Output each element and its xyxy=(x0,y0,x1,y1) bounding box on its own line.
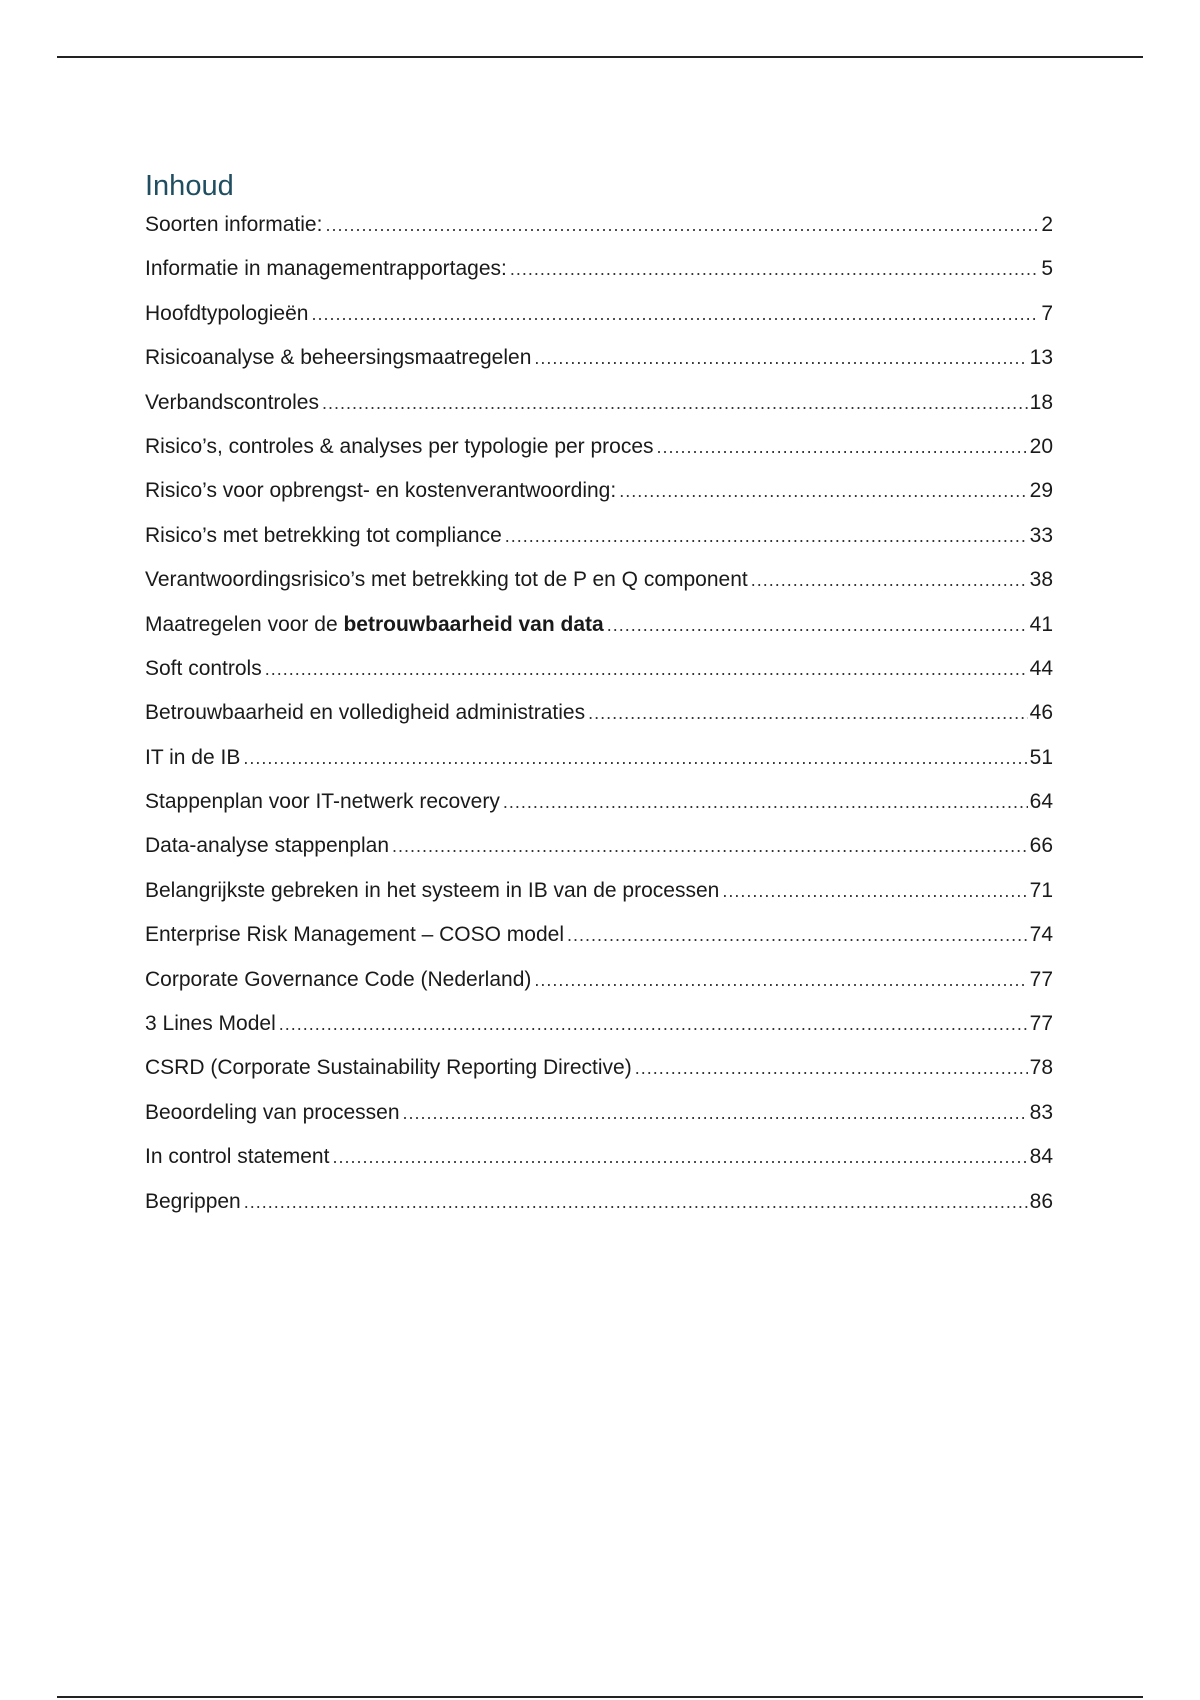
toc-dot-leader xyxy=(534,964,1027,996)
toc-entry-page: 44 xyxy=(1029,656,1053,680)
toc-dot-leader xyxy=(265,653,1028,685)
toc-dot-leader xyxy=(325,209,1039,241)
toc-entry[interactable] xyxy=(145,431,1053,475)
toc-dot-leader xyxy=(619,475,1027,507)
toc-entry-label: In control statement xyxy=(145,1145,330,1169)
toc-entry-label: Risicoanalyse & beheersingsmaatregelen xyxy=(145,346,532,370)
toc-dot-leader xyxy=(510,253,1039,285)
toc-entry-label: 3 Lines Model xyxy=(145,1012,276,1036)
toc-entry-page: 74 xyxy=(1029,923,1053,947)
toc-dot-leader xyxy=(751,564,1028,596)
toc-dot-leader xyxy=(505,520,1028,552)
toc-entry-page: 71 xyxy=(1029,878,1053,902)
toc-dot-leader xyxy=(279,1008,1028,1040)
toc-list xyxy=(145,209,1053,1230)
toc-entry-label: Verantwoordingsrisico’s met betrekking tot de P en Q component xyxy=(145,568,748,592)
toc-entry[interactable] xyxy=(145,1097,1053,1141)
toc-entry-label: Informatie in managementrapportages: xyxy=(145,257,507,281)
toc-entry[interactable] xyxy=(145,875,1053,919)
toc-entry-label: Begrippen xyxy=(145,1189,241,1213)
toc-entry[interactable] xyxy=(145,520,1053,564)
toc-entry-page: 2 xyxy=(1041,213,1053,236)
toc-entry-label xyxy=(145,609,604,641)
toc-entry[interactable] xyxy=(145,964,1053,1008)
toc-entry-label: Corporate Governance Code (Nederland) xyxy=(145,967,532,991)
toc-entry-page: 5 xyxy=(1041,257,1053,281)
table-of-contents xyxy=(145,168,1053,1230)
toc-entry[interactable] xyxy=(145,1052,1053,1096)
toc-dot-leader xyxy=(311,298,1039,330)
toc-dot-leader xyxy=(534,342,1027,374)
toc-entry-page: 51 xyxy=(1029,745,1053,769)
toc-entry-label: Beoordeling van processen xyxy=(145,1100,400,1124)
toc-entry-page: 13 xyxy=(1029,346,1053,370)
toc-entry-label: CSRD (Corporate Sustainability Reporting Directive) xyxy=(145,1056,632,1080)
toc-dot-leader xyxy=(635,1052,1028,1084)
toc-entry[interactable] xyxy=(145,475,1053,519)
toc-entry-label: Risico’s voor opbrengst- en kostenverantwoording: xyxy=(145,479,617,503)
toc-entry-label: IT in de IB xyxy=(145,745,241,769)
toc-entry-page: 41 xyxy=(1029,612,1053,636)
toc-entry-page: 86 xyxy=(1029,1189,1053,1213)
toc-entry-page: 33 xyxy=(1029,523,1053,547)
toc-entry[interactable] xyxy=(145,919,1053,963)
toc-dot-leader xyxy=(244,1186,1028,1218)
toc-entry-page: 46 xyxy=(1029,701,1053,725)
toc-entry-label: Verbandscontroles xyxy=(145,390,319,414)
header-rule xyxy=(57,56,1143,58)
toc-dot-leader xyxy=(567,919,1028,951)
toc-entry[interactable] xyxy=(145,298,1053,342)
toc-entry-label-bold: betrouwbaarheid van data xyxy=(343,612,604,636)
toc-dot-leader xyxy=(322,387,1028,419)
toc-entry-label-regular: Maatregelen voor de xyxy=(145,612,344,636)
toc-entry-label: Soorten informatie: xyxy=(145,213,323,236)
toc-entry-page: 20 xyxy=(1029,434,1053,458)
toc-entry[interactable] xyxy=(145,830,1053,874)
toc-entry-page: 38 xyxy=(1029,568,1053,592)
toc-entry[interactable] xyxy=(145,653,1053,697)
toc-entry-label: Risico’s met betrekking tot compliance xyxy=(145,523,502,547)
toc-entry[interactable] xyxy=(145,1141,1053,1185)
toc-entry[interactable] xyxy=(145,1008,1053,1052)
toc-entry-label: Betrouwbaarheid en volledigheid administraties xyxy=(145,701,586,725)
toc-entry[interactable] xyxy=(145,387,1053,431)
toc-entry[interactable] xyxy=(145,342,1053,386)
toc-entry[interactable] xyxy=(145,742,1053,786)
toc-dot-leader xyxy=(332,1141,1027,1173)
toc-entry[interactable] xyxy=(145,209,1053,253)
toc-entry-page: 84 xyxy=(1029,1145,1053,1169)
toc-entry-label: Stappenplan voor IT-netwerk recovery xyxy=(145,790,500,814)
toc-dot-leader xyxy=(607,609,1028,641)
toc-entry[interactable] xyxy=(145,786,1053,830)
toc-entry-page: 64 xyxy=(1029,790,1053,814)
toc-dot-leader xyxy=(588,697,1028,729)
toc-entry-page: 7 xyxy=(1041,301,1053,325)
toc-entry-page: 77 xyxy=(1029,1012,1053,1036)
toc-entry[interactable] xyxy=(145,609,1053,653)
toc-entry-label: Belangrijkste gebreken in het systeem in IB van de processen xyxy=(145,878,720,902)
toc-dot-leader xyxy=(403,1097,1028,1129)
toc-dot-leader xyxy=(503,786,1028,818)
toc-entry-page: 66 xyxy=(1029,834,1053,858)
toc-entry-page: 29 xyxy=(1029,479,1053,503)
toc-entry-page: 78 xyxy=(1029,1056,1053,1080)
toc-entry-page: 77 xyxy=(1029,967,1053,991)
toc-entry-page: 83 xyxy=(1029,1100,1053,1124)
toc-entry-label: Hoofdtypologieën xyxy=(145,301,309,325)
footer-rule xyxy=(57,1696,1143,1698)
toc-dot-leader xyxy=(722,875,1027,907)
toc-dot-leader xyxy=(243,742,1027,774)
toc-entry[interactable] xyxy=(145,564,1053,608)
toc-entry-label: Risico’s, controles & analyses per typologie per proces xyxy=(145,434,654,458)
toc-entry-label: Data-analyse stappenplan xyxy=(145,834,390,858)
toc-entry-label: Enterprise Risk Management – COSO model xyxy=(145,923,565,947)
toc-heading: Inhoud xyxy=(145,170,234,202)
toc-entry-page: 18 xyxy=(1029,390,1053,414)
toc-dot-leader xyxy=(657,431,1028,463)
toc-entry[interactable] xyxy=(145,253,1053,297)
toc-entry-label: Soft controls xyxy=(145,656,262,680)
toc-entry[interactable] xyxy=(145,1186,1053,1230)
toc-entry[interactable] xyxy=(145,697,1053,741)
toc-dot-leader xyxy=(392,830,1028,862)
